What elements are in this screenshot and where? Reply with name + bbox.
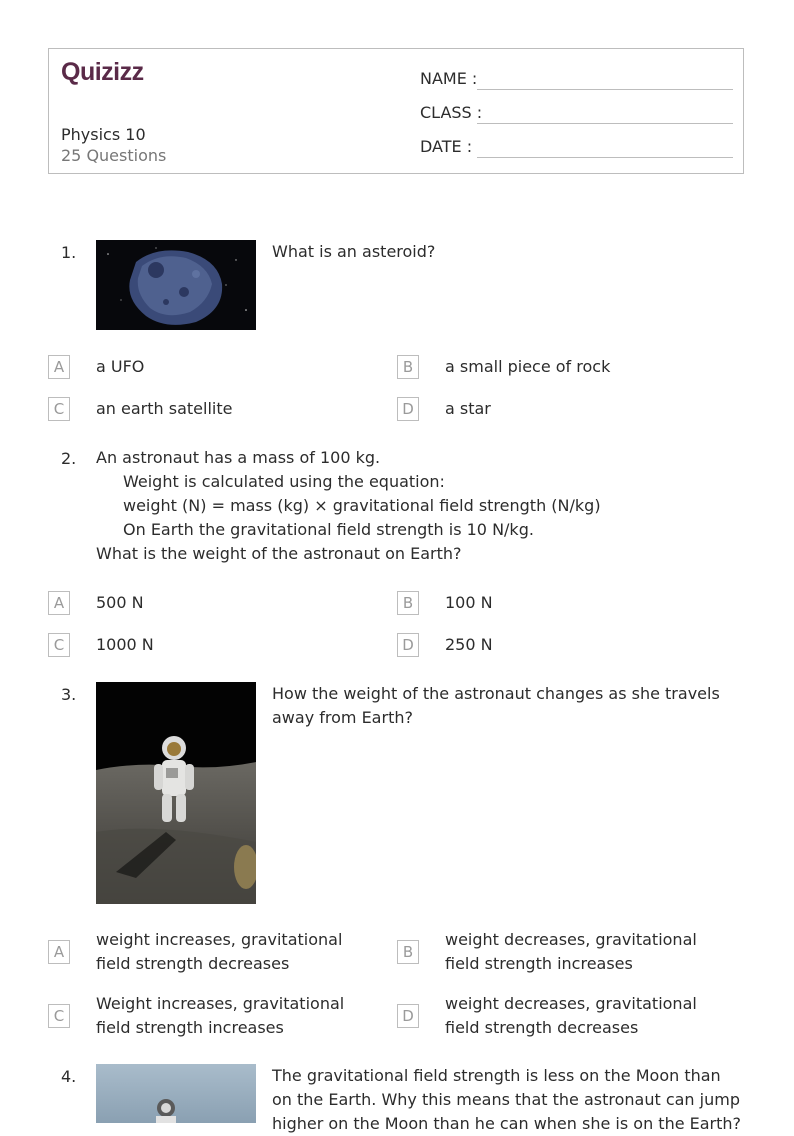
name-label: NAME : (420, 69, 478, 88)
option-letter[interactable]: C (48, 397, 70, 421)
question-count: 25 Questions (61, 146, 167, 165)
question-text: What is an asteroid? (272, 242, 436, 261)
option-text[interactable]: a star (445, 399, 491, 418)
option-letter[interactable]: B (397, 355, 419, 379)
option-text[interactable]: a UFO (96, 357, 145, 376)
option-text[interactable]: weight decreases, gravitational field strength increases (445, 930, 697, 973)
question-number: 3. (61, 685, 77, 704)
date-label: DATE : (420, 137, 473, 156)
question-number: 1. (61, 243, 77, 262)
name-field[interactable] (477, 89, 733, 90)
option-letter[interactable]: C (48, 1004, 70, 1028)
question-text: The gravitational field strength is less on the Moon than on the Earth. Why this means that the astronaut can jump higher on the Moon than he can when she is on the Earth? (272, 1066, 742, 1133)
option-letter[interactable]: A (48, 355, 70, 379)
option-letter[interactable]: A (48, 591, 70, 615)
option-letter[interactable]: B (397, 940, 419, 964)
option-letter[interactable]: B (397, 591, 419, 615)
option-text[interactable]: a small piece of rock (445, 357, 611, 376)
option-text[interactable]: Weight increases, gravitational field strength increases (96, 994, 345, 1037)
option-text[interactable]: weight decreases, gravitational field strength decreases (445, 994, 697, 1037)
question-line: On Earth the gravitational field strength is 10 N/kg. (123, 520, 534, 539)
quizizz-logo: Quizizz (61, 58, 144, 86)
astronaut-spacewalk-image (96, 1064, 256, 1123)
option-letter[interactable]: D (397, 633, 419, 657)
worksheet-subject: Physics 10 (61, 125, 146, 144)
option-text[interactable]: weight increases, gravitational field strength decreases (96, 930, 343, 973)
worksheet-header (48, 48, 744, 174)
question-text: How the weight of the astronaut changes as she travels away from Earth? (272, 684, 720, 727)
question-number: 2. (61, 449, 77, 468)
option-text[interactable]: 250 N (445, 635, 493, 654)
question-line: What is the weight of the astronaut on Earth? (96, 544, 462, 563)
question-number: 4. (61, 1067, 77, 1086)
question-line: An astronaut has a mass of 100 kg. (96, 448, 381, 467)
class-label: CLASS : (420, 103, 483, 122)
option-letter[interactable]: A (48, 940, 70, 964)
option-text[interactable]: 1000 N (96, 635, 154, 654)
date-field[interactable] (477, 157, 733, 158)
option-text[interactable]: an earth satellite (96, 399, 233, 418)
option-letter[interactable]: D (397, 397, 419, 421)
question-line: Weight is calculated using the equation: (123, 472, 445, 491)
option-letter[interactable]: D (397, 1004, 419, 1028)
question-line: weight (N) = mass (kg) × gravitational field strength (N/kg) (123, 496, 601, 515)
class-field[interactable] (477, 123, 733, 124)
option-letter[interactable]: C (48, 633, 70, 657)
option-text[interactable]: 100 N (445, 593, 493, 612)
question-text (96, 446, 736, 566)
asteroid-image (96, 240, 256, 330)
option-text[interactable]: 500 N (96, 593, 144, 612)
astronaut-on-moon-image (96, 682, 256, 904)
